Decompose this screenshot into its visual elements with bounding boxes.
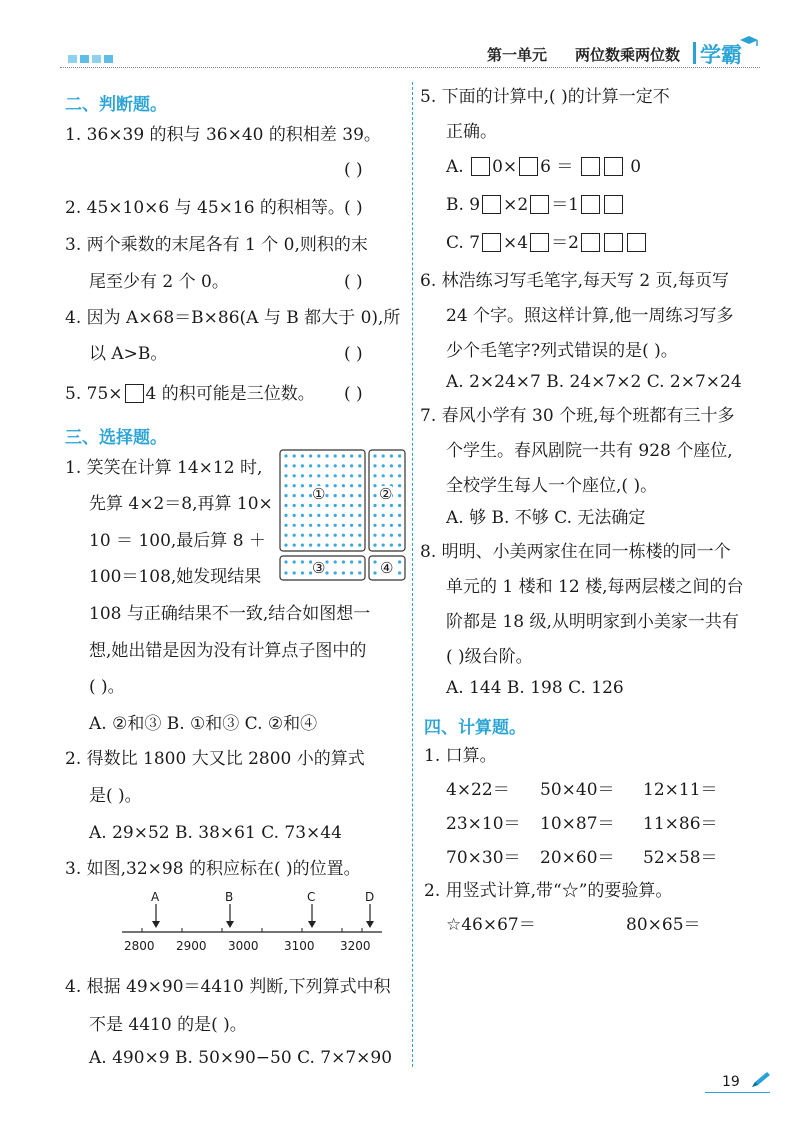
choice-q6-line2: 24 个字。照这样计算,他一周练习写多 [446,306,734,326]
dot-region-1 [293,514,296,517]
blank-digit-box[interactable] [604,157,623,176]
brand-logo: 学霸 [700,43,742,67]
choice-q5-option-a [446,156,641,178]
dot-region-2 [398,494,401,497]
judge-q1-answer[interactable]: ( ) [344,160,363,180]
marker-d-label: D [365,890,375,904]
dot-region-1 [342,534,345,537]
blank-digit-box[interactable] [604,195,623,214]
dot-region-1 [301,514,304,517]
dot-region-1 [358,484,361,487]
dot-region-1 [342,524,345,527]
dot-region-4 [398,560,401,563]
dot-region-2 [382,454,385,457]
dot-region-1 [342,544,345,547]
region-3-label: ③ [312,559,326,577]
dot-region-2 [382,504,385,507]
dot-region-1 [358,494,361,497]
choice-q8-line1: 8. 明明、小美两家住在同一栋楼的同一个 [420,542,731,562]
judge-q3-line2: 尾至少有 2 个 0。 [89,272,229,292]
blank-digit-box[interactable] [471,157,490,176]
dot-region-1 [350,504,353,507]
judge-q5-answer[interactable]: ( ) [344,384,363,404]
choice-q1-line1: 1. 笑笑在计算 14×12 时, [65,458,263,478]
tick-label-3200: 3200 [340,939,371,953]
blank-digit-box[interactable] [125,384,144,403]
dot-region-3 [325,571,328,574]
dot-region-1 [334,514,337,517]
footer-rule [705,1092,770,1093]
dot-region-1 [309,514,312,517]
dot-region-2 [382,464,385,467]
blank-digit-box[interactable] [581,195,600,214]
option-a-part3: 0 [630,157,642,177]
vertical-calc-item[interactable]: ☆46×67＝ [446,915,536,935]
dot-region-1 [293,534,296,537]
dot-region-3 [301,560,304,563]
dot-region-1 [350,484,353,487]
dot-region-1 [309,504,312,507]
dot-region-2 [390,464,393,467]
dot-region-1 [350,494,353,497]
choice-q2-line2: 是( )。 [89,786,142,806]
dot-region-1 [293,524,296,527]
dot-region-1 [301,504,304,507]
option-c-part2: ＝2 [551,233,579,253]
choice-q2-line1: 2. 得数比 1800 大又比 2800 小的算式 [65,749,365,769]
dot-region-3 [350,571,353,574]
dot-region-1 [325,494,328,497]
choice-q4-line2: 不是 4410 的是( )。 [89,1015,247,1035]
option-c-label: C. 7 [446,233,481,253]
dot-region-1 [301,464,304,467]
dot-region-2 [382,474,385,477]
dot-region-1 [334,534,337,537]
dot-region-1 [358,524,361,527]
choice-q1-line4: 100＝108,她发现结果 [89,567,262,587]
choice-q2-options: A. 29×52 B. 38×61 C. 73×44 [89,823,342,843]
dot-region-3 [325,560,328,563]
dot-region-2 [382,534,385,537]
dot-region-1 [342,454,345,457]
dot-region-2 [398,464,401,467]
blank-digit-box[interactable] [581,157,600,176]
dot-region-1 [284,504,287,507]
dot-region-2 [390,504,393,507]
dot-region-2 [390,474,393,477]
oral-calc-cell[interactable]: 12×11＝ [643,780,718,800]
choice-q7-line2: 个学生。春风剧院一共有 928 个座位, [446,441,733,461]
dot-region-1 [284,454,287,457]
dot-region-1 [325,504,328,507]
dot-region-1 [293,454,296,457]
dot-region-2 [373,534,376,537]
choice-q1-line5: 108 与正确结果不一致,结合如图想一 [89,604,371,624]
dot-region-1 [358,454,361,457]
judge-q4-line1: 4. 因为 A×68＝B×86(A 与 B 都大于 0),所 [65,308,401,328]
dot-region-1 [350,454,353,457]
dot-region-1 [293,464,296,467]
dot-region-2 [382,514,385,517]
dot-region-2 [398,484,401,487]
judge-q2: 2. 45×10×6 与 45×16 的积相等。 [65,198,345,218]
judge-q2-answer[interactable]: ( ) [344,198,363,218]
dot-region-1 [358,504,361,507]
dot-region-1 [358,514,361,517]
dot-region-2 [382,544,385,547]
blank-digit-box[interactable] [530,195,549,214]
oral-calc-cell[interactable]: 52×58＝ [643,848,718,868]
dot-region-2 [373,474,376,477]
option-b-part1: ×2 [503,195,529,215]
choice-q6-options: A. 2×24×7 B. 24×7×2 C. 2×7×24 [446,372,742,392]
blank-digit-box[interactable] [604,233,623,252]
dot-region-1 [350,534,353,537]
calc-q2: 2. 用竖式计算,带“☆”的要验算。 [424,881,673,901]
region-2-label: ② [379,485,393,503]
choice-q1-line3: 10 ＝ 100,最后算 8 ＋ [89,531,266,551]
option-b-part2: ＝1 [551,195,580,215]
dot-region-1 [342,474,345,477]
dot-region-1 [325,454,328,457]
blank-digit-box[interactable] [482,195,501,214]
dot-region-1 [293,484,296,487]
number-line [120,890,390,960]
dot-region-2 [398,534,401,537]
dot-region-1 [293,494,296,497]
dot-region-2 [398,504,401,507]
dot-region-1 [301,544,304,547]
dot-region-1 [301,524,304,527]
dot-region-1 [334,524,337,527]
dot-region-1 [358,464,361,467]
dot-region-1 [342,504,345,507]
dot-region-3 [342,560,345,563]
dot-region-3 [334,560,337,563]
dot-region-2 [398,544,401,547]
dot-region-1 [342,484,345,487]
dot-region-2 [398,474,401,477]
oral-calc-cell[interactable]: 23×10＝ [446,814,521,834]
judge-q3-answer[interactable]: ( ) [344,272,363,292]
dot-region-1 [350,514,353,517]
dot-region-2 [373,524,376,527]
dot-region-1 [284,484,287,487]
choice-q7-options: A. 够 B. 不够 C. 无法确定 [446,508,646,528]
header-separator [693,42,696,64]
dot-region-1 [334,464,337,467]
dot-region-1 [317,524,320,527]
oral-calc-cell[interactable]: 11×86＝ [643,814,718,834]
choice-q1-line6: 想,她出错是因为没有计算点子图中的 [89,641,367,661]
dot-region-1 [325,544,328,547]
dot-region-1 [293,504,296,507]
dot-region-2 [390,544,393,547]
dot-region-2 [398,524,401,527]
blank-digit-box[interactable] [519,157,538,176]
dot-region-1 [325,514,328,517]
choice-q5-line2: 正确。 [446,122,497,142]
dot-region-1 [317,454,320,457]
page-number: 19 [722,1074,740,1090]
dot-region-2 [390,524,393,527]
dot-region-1 [284,474,287,477]
dot-region-3 [301,571,304,574]
tick-label-2900: 2900 [176,939,207,953]
dot-region-1 [301,474,304,477]
dot-region-4 [398,571,401,574]
dot-region-1 [309,454,312,457]
judge-q5 [65,383,315,405]
dot-region-1 [309,524,312,527]
dot-region-1 [325,464,328,467]
choice-q3: 3. 如图,32×98 的积应标在( )的位置。 [65,859,361,879]
choice-q7-line1: 7. 春风小学有 30 个班,每个班都有三十多 [420,406,735,426]
dot-region-1 [358,474,361,477]
tick-label-2800: 2800 [124,939,155,953]
choice-q5-option-c [446,232,648,254]
option-b-label: B. 9 [446,195,481,215]
section3-title: 三、选择题。 [65,428,167,448]
dot-region-1 [334,484,337,487]
dot-region-1 [284,494,287,497]
dot-region-3 [284,560,287,563]
dot-region-1 [317,464,320,467]
dot-region-2 [382,524,385,527]
unit-label: 第一单元 [487,46,548,64]
choice-q1-line7: ( )。 [89,677,125,697]
option-a-part1: 0× [492,157,518,177]
dot-region-1 [325,524,328,527]
tick-label-3100: 3100 [284,939,315,953]
choice-q8-options: A. 144 B. 198 C. 126 [446,678,624,698]
dot-region-1 [334,494,337,497]
option-a-part2: 6 ＝ [540,157,574,177]
dot-region-2 [373,514,376,517]
dot-region-1 [358,534,361,537]
dot-region-1 [317,474,320,477]
dot-region-1 [350,524,353,527]
dot-region-1 [325,534,328,537]
blank-digit-box[interactable] [482,233,501,252]
dot-region-1 [293,544,296,547]
choice-q5-option-b [446,194,625,216]
choice-q5-line1: 5. 下面的计算中,( )的计算一定不 [420,87,670,107]
dot-region-3 [358,571,361,574]
dot-region-2 [398,454,401,457]
dot-region-2 [398,514,401,517]
option-a-label: A. [446,157,464,177]
dot-region-1 [284,524,287,527]
choice-q6-line3: 少个毛笔字?列式错误的是( )。 [446,341,678,361]
marker-a-label: A [151,890,160,904]
choice-q8-line2: 单元的 1 楼和 12 楼,每两层楼之间的台 [446,577,744,597]
marker-c-label: C [307,890,316,904]
dot-region-1 [309,534,312,537]
dot-region-1 [301,484,304,487]
header-decoration [68,55,112,63]
dot-region-1 [317,544,320,547]
blank-digit-box[interactable] [530,233,549,252]
dot-region-1 [325,474,328,477]
calc-q1: 1. 口算。 [424,746,497,766]
choice-q8-line4: ( )级台阶。 [446,647,533,667]
choice-q6-line1: 6. 林浩练习写毛笔字,每天写 2 页,每页写 [420,271,730,291]
dot-region-1 [309,544,312,547]
oral-calc-cell[interactable]: 50×40＝ [540,780,615,800]
judge-q3-line1: 3. 两个乘数的末尾各有 1 个 0,则积的末 [65,235,368,255]
dot-region-2 [390,454,393,457]
dot-grid-figure [279,449,407,582]
dot-region-1 [309,464,312,467]
dot-region-1 [350,544,353,547]
dot-region-1 [317,514,320,517]
dot-region-1 [325,484,328,487]
dot-region-4 [373,560,376,563]
region-4-label: ④ [380,559,394,577]
dot-region-3 [293,571,296,574]
dot-region-2 [390,534,393,537]
pencil-icon [748,1070,772,1090]
section4-title: 四、计算题。 [424,718,526,738]
dot-region-1 [334,504,337,507]
dot-region-1 [301,534,304,537]
dot-region-1 [342,514,345,517]
dot-region-3 [284,571,287,574]
dot-region-2 [373,464,376,467]
choice-q4-options: A. 490×9 B. 50×90−50 C. 7×7×90 [89,1048,393,1068]
dot-region-1 [301,494,304,497]
dot-region-1 [284,514,287,517]
choice-q7-line3: 全校学生每人一个座位,( )。 [446,476,658,496]
column-divider [412,82,413,1067]
dot-region-1 [293,474,296,477]
dot-region-2 [373,454,376,457]
marker-b-label: B [225,890,234,904]
vertical-calc-item[interactable]: 80×65＝ [626,915,701,935]
oral-calc-cell[interactable]: 20×60＝ [540,848,615,868]
judge-q4-answer[interactable]: ( ) [344,344,363,364]
dot-region-1 [350,464,353,467]
dot-region-3 [293,560,296,563]
tick-label-3000: 3000 [228,939,259,953]
dot-region-1 [317,504,320,507]
graduation-cap-icon [738,34,760,48]
section2-title: 二、判断题。 [65,95,167,115]
dot-region-1 [284,464,287,467]
header-rule [60,67,760,68]
dot-region-3 [350,560,353,563]
dot-region-2 [390,514,393,517]
choice-q1-options: A. ②和③ B. ①和③ C. ②和④ [89,714,318,734]
dot-region-1 [334,544,337,547]
dot-region-1 [358,544,361,547]
judge-q1: 1. 36×39 的积与 36×40 的积相差 39。 [65,125,381,145]
judge-q5-suffix: 4 的积可能是三位数。 [145,384,315,404]
dot-region-1 [334,454,337,457]
judge-q5-prefix: 5. 75× [65,384,123,404]
dot-region-1 [301,454,304,457]
dot-region-4 [373,571,376,574]
choice-q8-line3: 阶都是 18 级,从明明家到小美家一共有 [446,612,739,632]
oral-calc-cell[interactable]: 70×30＝ [446,848,521,868]
dot-region-3 [334,571,337,574]
dot-region-1 [342,464,345,467]
dot-region-2 [373,544,376,547]
dot-region-2 [373,484,376,487]
choice-q1-line2: 先算 4×2＝8,再算 10× [89,494,273,514]
oral-calc-cell[interactable]: 4×22＝ [446,780,510,800]
judge-q4-line2: 以 A>B。 [89,344,168,364]
topic-label: 两位数乘两位数 [575,46,681,64]
region-1-label: ① [312,485,326,503]
dot-region-2 [373,494,376,497]
dot-region-3 [342,571,345,574]
dot-region-1 [317,534,320,537]
dot-region-3 [358,560,361,563]
dot-region-1 [284,534,287,537]
blank-digit-box[interactable] [581,233,600,252]
oral-calc-cell[interactable]: 10×87＝ [540,814,615,834]
dot-region-1 [284,544,287,547]
dot-region-1 [342,494,345,497]
dot-region-1 [350,474,353,477]
dot-region-1 [334,474,337,477]
dot-region-2 [373,504,376,507]
option-c-part1: ×4 [503,233,529,253]
dot-region-1 [309,474,312,477]
blank-digit-box[interactable] [627,233,646,252]
choice-q4-line1: 4. 根据 49×90＝4410 判断,下列算式中积 [65,977,391,997]
